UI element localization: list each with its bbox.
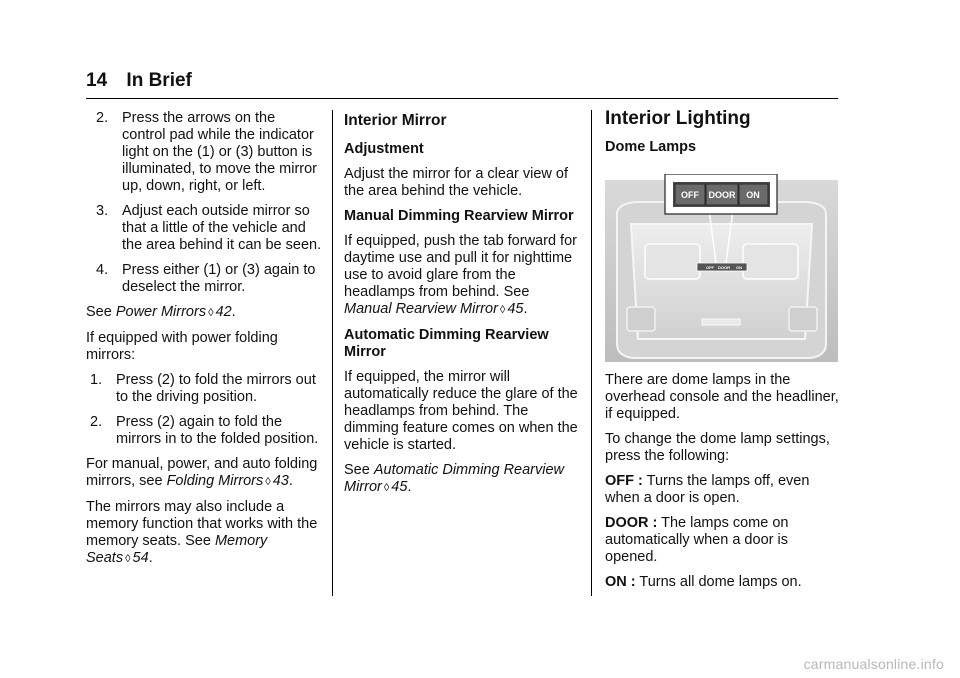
subheading: Dome Lamps <box>605 139 697 155</box>
off-label: OFF <box>681 190 699 200</box>
column-3-body <box>605 372 841 599</box>
column-divider-2 <box>591 110 592 596</box>
subheading: Adjustment <box>344 141 424 157</box>
page-header <box>86 70 192 92</box>
list-item: 4. Press either (1) or (3) again to deselect the mirror. <box>96 262 316 295</box>
list-item: 1. Press (2) to fold the mirrors out to the driving position. <box>90 372 316 405</box>
list-item: 3. Adjust each outside mirror so that a little of the vehicle and the area behind it can be seen. <box>96 203 322 253</box>
folding-intro: If equipped with power folding mirrors: <box>86 330 278 363</box>
off-description: OFF : Turns the lamps off, even when a door is open. <box>605 473 810 506</box>
section-heading: Interior Lighting <box>605 108 751 129</box>
ref-link-automatic-dimming-mirror[interactable]: Automatic Dimming Rearview Mirror <box>344 462 565 495</box>
subheading: Automatic Dimming Rearview Mirror <box>344 327 549 360</box>
ref-link-manual-rearview-mirror[interactable]: Manual Rearview Mirror <box>344 301 498 317</box>
watermark-url: carmanualsonline.info <box>803 656 944 672</box>
on-label: ON <box>746 190 760 200</box>
page-ref-icon: ◊ <box>265 476 271 488</box>
column-1 <box>86 110 322 576</box>
door-label: DOOR <box>708 190 736 200</box>
list-item: 2. Press (2) again to fold the mirrors in to the folded position. <box>90 414 319 447</box>
ref-link-memory-seats[interactable]: Memory Seats <box>86 533 268 566</box>
folding-reference: For manual, power, and auto folding mirrors, see Folding Mirrors ◊ 43. <box>86 456 318 489</box>
on-description: ON : Turns all dome lamps on. <box>605 574 802 590</box>
list-item: 2. Press the arrows on the control pad while the indicator light on the (1) or (3) button is illuminated, to move the mirror up, down, right, or left. <box>96 110 318 194</box>
page-ref-icon: ◊ <box>499 304 506 316</box>
section-heading: Interior Mirror <box>344 112 447 129</box>
paragraph: If equipped, push the tab forward for daytime use and pull it for nighttime use to avoid glare from the headlamps from behind. See Manual Rearview Mirror ◊ 45. <box>344 233 577 317</box>
small-on-label: ON <box>736 265 742 270</box>
ref-link-folding-mirrors[interactable]: Folding Mirrors <box>166 473 264 489</box>
page-number: 14 <box>86 70 108 91</box>
small-off-label: OFF <box>706 265 714 270</box>
header-rule <box>86 98 838 99</box>
column-2 <box>344 112 580 505</box>
page-ref-icon: ◊ <box>208 307 214 319</box>
dome-lamp-figure <box>605 174 838 362</box>
door-description: DOOR : The lamps come on automatically when a door is opened. <box>605 515 789 565</box>
paragraph: If equipped, the mirror will automatically reduce the glare of the headlamps from behind. The dimming feature comes on when the vehicle is started. <box>344 369 578 453</box>
subheading: Manual Dimming Rearview Mirror <box>344 208 574 224</box>
paragraph: There are dome lamps in the overhead console and the headliner, if equipped. <box>605 372 839 422</box>
memory-reference: The mirrors may also include a memory function that works with the memory seats. See Memory Seats ◊ 54. <box>86 499 318 566</box>
paragraph: See Automatic Dimming Rearview Mirror ◊ 45. <box>344 462 565 495</box>
page-ref-icon: ◊ <box>383 482 390 494</box>
column-divider-1 <box>332 110 333 596</box>
page-title: In Brief <box>126 70 192 91</box>
page-ref-icon: ◊ <box>125 553 131 565</box>
ref-link-power-mirrors[interactable]: Power Mirrors <box>115 304 207 320</box>
column-3 <box>605 110 841 164</box>
see-reference: See Power Mirrors ◊ 42. <box>86 304 236 320</box>
paragraph: To change the dome lamp settings, press the following: <box>605 431 830 464</box>
paragraph: Adjust the mirror for a clear view of the area behind the vehicle. <box>344 166 569 199</box>
small-door-label: DOOR <box>718 265 730 270</box>
